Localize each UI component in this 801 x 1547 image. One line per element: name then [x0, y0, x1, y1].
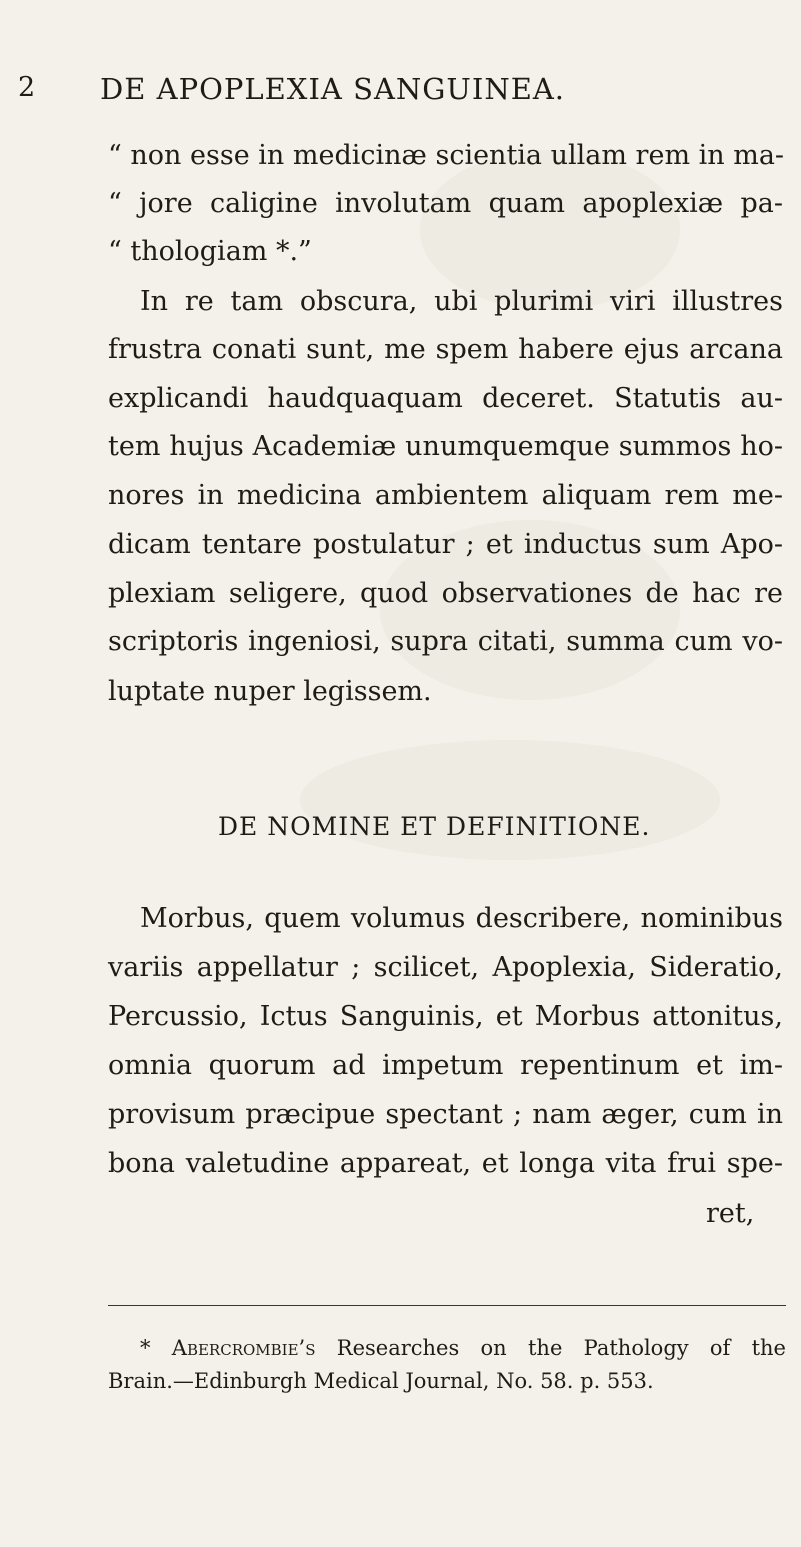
- footnote-line: [140, 1335, 786, 1361]
- text-line: frustra conati sunt, me spem habere ejus arcana: [108, 334, 783, 365]
- text-line: luptate nuper legissem.: [108, 676, 432, 707]
- text-line: tem hujus Academiæ unumquemque summos ho-: [108, 431, 783, 462]
- catchword: ret,: [706, 1198, 755, 1229]
- running-head: DE APOPLEXIA SANGUINEA.: [100, 72, 566, 106]
- text-line: bona valetudine appareat, et longa vita frui spe-: [108, 1148, 783, 1179]
- text-line: “ jore caligine involutam quam apoplexiæ pa-: [108, 188, 783, 219]
- footnote-marker: *: [140, 1336, 172, 1360]
- footnote-text: Researches on the Pathology of the: [315, 1336, 786, 1360]
- text-line: “ thologiam *.”: [108, 236, 312, 267]
- text-line: scriptoris ingeniosi, supra citati, summa cum vo-: [108, 626, 783, 657]
- text-line: Morbus, quem volumus describere, nominibus: [140, 903, 783, 934]
- footnote-author: Abercrombie’s: [171, 1336, 316, 1360]
- footnote-line: Brain.—Edinburgh Medical Journal, No. 58. p. 553.: [108, 1369, 654, 1393]
- text-line: plexiam seligere, quod observationes de hac re: [108, 578, 783, 609]
- paper-stain: [300, 740, 720, 860]
- text-line: explicandi haudquaquam deceret. Statutis au-: [108, 383, 783, 414]
- footnote-rule: [108, 1305, 786, 1306]
- text-line: dicam tentare postulatur ; et inductus sum Apo-: [108, 529, 783, 560]
- page-header: [0, 72, 801, 112]
- page-number: 2: [18, 72, 36, 103]
- section-heading: DE NOMINE ET DEFINITIONE.: [218, 812, 651, 841]
- text-line: omnia quorum ad impetum repentinum et im-: [108, 1050, 783, 1081]
- text-line: In re tam obscura, ubi plurimi viri illustres: [140, 286, 783, 317]
- text-line: nores in medicina ambientem aliquam rem me-: [108, 480, 783, 511]
- text-line: “ non esse in medicinæ scientia ullam rem in ma-: [108, 140, 785, 171]
- text-line: provisum præcipue spectant ; nam æger, cum in: [108, 1099, 783, 1130]
- text-line: variis appellatur ; scilicet, Apoplexia, Sideratio,: [108, 952, 783, 983]
- text-line: Percussio, Ictus Sanguinis, et Morbus attonitus,: [108, 1001, 783, 1032]
